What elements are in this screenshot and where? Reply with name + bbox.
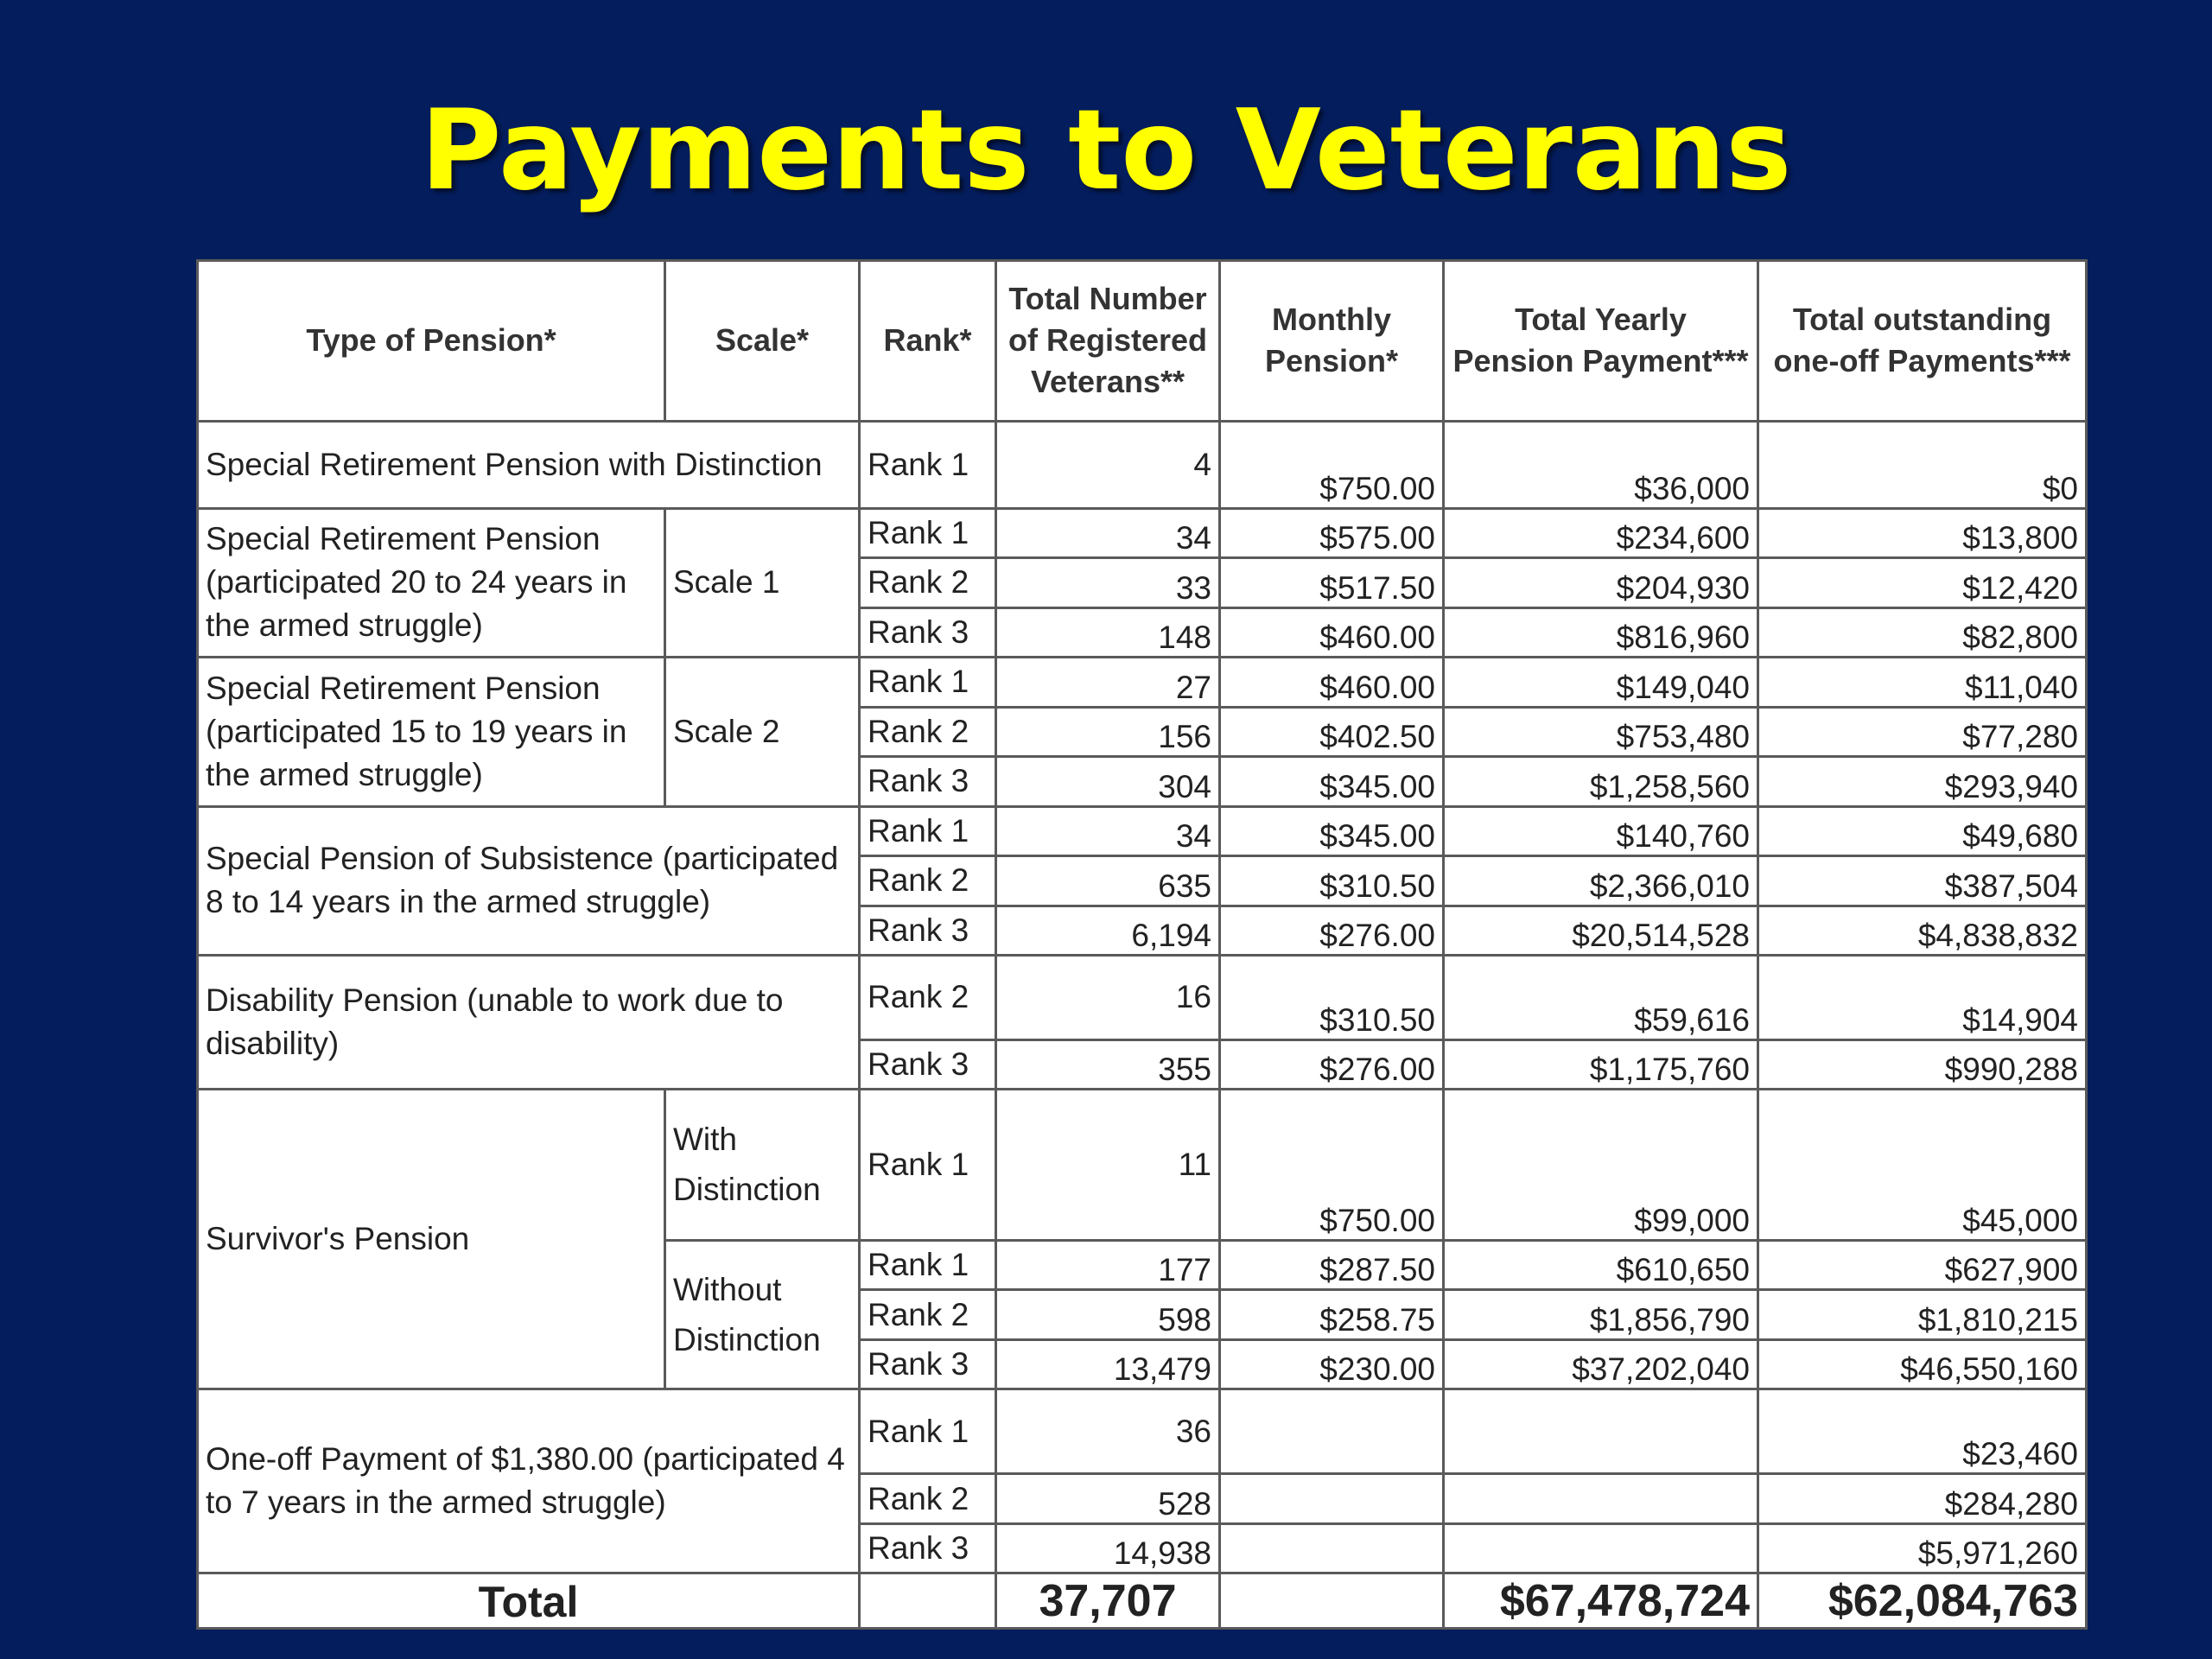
registered-cell: 34 [996,508,1220,558]
registered-cell: 528 [996,1474,1220,1524]
outstanding-cell: $45,000 [1758,1090,2087,1241]
monthly-cell [1220,1389,1444,1474]
registered-cell: 11 [996,1090,1220,1241]
rank-cell: Rank 1 [860,658,996,708]
pension-type: Special Retirement Pension (participated 15 to 19 years in the armed struggle) [198,658,665,807]
outstanding-cell: $627,900 [1758,1240,2087,1290]
outstanding-cell: $293,940 [1758,757,2087,807]
monthly-cell: $460.00 [1220,607,1444,658]
table-row [198,421,2087,508]
monthly-cell: $276.00 [1220,1039,1444,1090]
registered-cell: 598 [996,1290,1220,1340]
yearly-cell: $37,202,040 [1444,1339,1758,1389]
registered-cell: 4 [996,421,1220,508]
rank-cell: Rank 2 [860,1474,996,1524]
table-row [198,1090,2087,1241]
outstanding-cell: $13,800 [1758,508,2087,558]
yearly-cell: $140,760 [1444,806,1758,856]
outstanding-cell: $284,280 [1758,1474,2087,1524]
monthly-cell: $258.75 [1220,1290,1444,1340]
monthly-cell: $402.50 [1220,707,1444,757]
rank-cell: Rank 3 [860,757,996,807]
yearly-cell: $1,175,760 [1444,1039,1758,1090]
outstanding-cell: $0 [1758,421,2087,508]
total-outstanding: $62,084,763 [1758,1573,2087,1629]
yearly-cell: $204,930 [1444,558,1758,608]
header-outstanding: Total outstanding one-off Payments*** [1758,261,2087,422]
rank-cell: Rank 1 [860,806,996,856]
registered-cell: 6,194 [996,906,1220,956]
registered-cell: 304 [996,757,1220,807]
table-row [198,806,2087,856]
outstanding-cell: $12,420 [1758,558,2087,608]
monthly-cell: $750.00 [1220,421,1444,508]
header-scale: Scale* [665,261,860,422]
registered-cell: 355 [996,1039,1220,1090]
monthly-cell: $310.50 [1220,956,1444,1040]
outstanding-cell: $990,288 [1758,1039,2087,1090]
pension-type: Special Pension of Subsistence (participated 8 to 14 years in the armed struggle) [198,806,860,956]
registered-cell: 34 [996,806,1220,856]
monthly-cell: $345.00 [1220,806,1444,856]
registered-cell: 27 [996,658,1220,708]
yearly-cell [1444,1389,1758,1474]
rank-cell: Rank 1 [860,508,996,558]
monthly-cell: $345.00 [1220,757,1444,807]
registered-cell: 13,479 [996,1339,1220,1389]
registered-cell: 36 [996,1389,1220,1474]
rank-cell: Rank 1 [860,1240,996,1290]
outstanding-cell: $23,460 [1758,1389,2087,1474]
outstanding-cell: $82,800 [1758,607,2087,658]
header-registered: Total Number of Registered Veterans** [996,261,1220,422]
yearly-cell [1444,1523,1758,1573]
yearly-cell: $234,600 [1444,508,1758,558]
registered-cell: 14,938 [996,1523,1220,1573]
header-type: Type of Pension* [198,261,665,422]
rank-cell: Rank 2 [860,956,996,1040]
monthly-cell: $276.00 [1220,906,1444,956]
total-rank-empty [860,1573,996,1629]
yearly-cell: $1,258,560 [1444,757,1758,807]
pension-type: Disability Pension (unable to work due to disability) [198,956,860,1090]
yearly-cell: $2,366,010 [1444,856,1758,906]
yearly-cell: $753,480 [1444,707,1758,757]
yearly-cell: $99,000 [1444,1090,1758,1241]
scale-cell: Without Distinction [665,1240,860,1389]
outstanding-cell: $4,838,832 [1758,906,2087,956]
table-row [198,1389,2087,1474]
registered-cell: 16 [996,956,1220,1040]
registered-cell: 148 [996,607,1220,658]
rank-cell: Rank 1 [860,1090,996,1241]
monthly-cell: $517.50 [1220,558,1444,608]
rank-cell: Rank 2 [860,1290,996,1340]
monthly-cell [1220,1474,1444,1524]
rank-cell: Rank 3 [860,1339,996,1389]
yearly-cell: $816,960 [1444,607,1758,658]
total-monthly-empty [1220,1573,1444,1629]
registered-cell: 156 [996,707,1220,757]
pension-type: One-off Payment of $1,380.00 (participated 4 to 7 years in the armed struggle) [198,1389,860,1573]
monthly-cell: $287.50 [1220,1240,1444,1290]
registered-cell: 635 [996,856,1220,906]
yearly-cell [1444,1474,1758,1524]
monthly-cell: $310.50 [1220,856,1444,906]
monthly-cell: $460.00 [1220,658,1444,708]
header-yearly: Total Yearly Pension Payment*** [1444,261,1758,422]
rank-cell: Rank 2 [860,558,996,608]
outstanding-cell: $77,280 [1758,707,2087,757]
outstanding-cell: $387,504 [1758,856,2087,906]
rank-cell: Rank 3 [860,906,996,956]
slide-title: Payments to Veterans [420,86,1792,215]
total-yearly: $67,478,724 [1444,1573,1758,1629]
pension-table [196,259,2088,1630]
total-label: Total [198,1573,860,1629]
yearly-cell: $149,040 [1444,658,1758,708]
header-row [198,261,2087,422]
pension-type: Special Retirement Pension with Distinction [198,421,860,508]
rank-cell: Rank 1 [860,421,996,508]
outstanding-cell: $14,904 [1758,956,2087,1040]
yearly-cell: $59,616 [1444,956,1758,1040]
total-registered: 37,707 [996,1573,1220,1629]
scale-cell: With Distinction [665,1090,860,1241]
header-monthly: Monthly Pension* [1220,261,1444,422]
yearly-cell: $1,856,790 [1444,1290,1758,1340]
yearly-cell: $610,650 [1444,1240,1758,1290]
scale-cell: Scale 2 [665,658,860,807]
yearly-cell: $20,514,528 [1444,906,1758,956]
yearly-cell: $36,000 [1444,421,1758,508]
outstanding-cell: $46,550,160 [1758,1339,2087,1389]
rank-cell: Rank 2 [860,707,996,757]
rank-cell: Rank 3 [860,1523,996,1573]
monthly-cell: $230.00 [1220,1339,1444,1389]
table-row [198,508,2087,558]
table-row [198,658,2087,708]
monthly-cell: $750.00 [1220,1090,1444,1241]
header-rank: Rank* [860,261,996,422]
scale-cell: Scale 1 [665,508,860,658]
outstanding-cell: $1,810,215 [1758,1290,2087,1340]
pension-type: Survivor's Pension [198,1090,665,1389]
monthly-cell [1220,1523,1444,1573]
rank-cell: Rank 3 [860,1039,996,1090]
registered-cell: 177 [996,1240,1220,1290]
monthly-cell: $575.00 [1220,508,1444,558]
pension-type: Special Retirement Pension (participated 20 to 24 years in the armed struggle) [198,508,665,658]
registered-cell: 33 [996,558,1220,608]
rank-cell: Rank 1 [860,1389,996,1474]
total-row [198,1573,2087,1629]
outstanding-cell: $5,971,260 [1758,1523,2087,1573]
outstanding-cell: $11,040 [1758,658,2087,708]
rank-cell: Rank 2 [860,856,996,906]
rank-cell: Rank 3 [860,607,996,658]
table-row [198,956,2087,1040]
outstanding-cell: $49,680 [1758,806,2087,856]
